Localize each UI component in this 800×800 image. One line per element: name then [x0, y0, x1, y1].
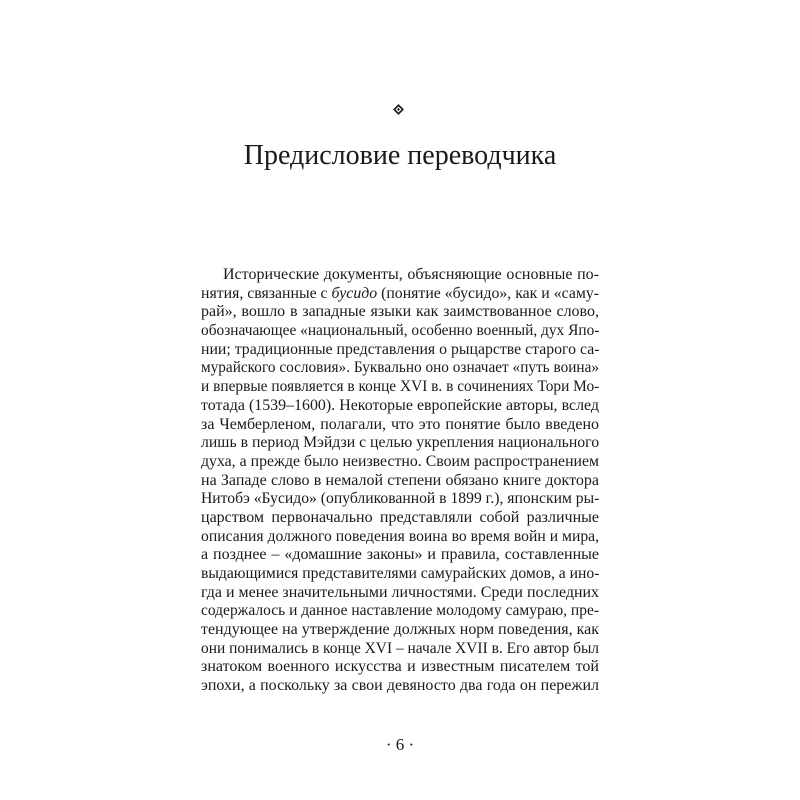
text-line: Нитобэ «Бусидо» (опубликованной в 1899 г.), японским ры- [201, 490, 600, 508]
diamond-ornament-icon [393, 104, 404, 115]
page-title: Предисловие переводчика [243, 140, 557, 171]
body-text [201, 266, 599, 696]
text-line: лишь в период Мэйдзи с целью укрепления национального [201, 434, 600, 452]
text-line: рай», вошло в западные языки как заимствованное слово, [201, 303, 599, 321]
text-line: мурайского сословия». Буквально оно означает «путь воина» [201, 359, 599, 377]
text-line: тотада (1539–1600). Некоторые европейские авторы, вслед [201, 396, 599, 414]
text-line: содержалось и данное наставление молодому самураю, пре- [201, 602, 599, 620]
text-line: и впервые появляется в конце XVI в. в сочинениях Тори Мо- [201, 378, 600, 396]
text-line: царством первоначально представляли собой различные [201, 508, 599, 526]
page-number: · 6 · [385, 735, 415, 754]
text-line: а позднее – «домашние законы» и правила, составленные [201, 546, 599, 564]
italic-term: бусидо [331, 284, 378, 302]
text-line: эпохи, а поскольку за свои девяносто два года он пережил [201, 677, 599, 695]
text-line: знатоком военного искусства и известным писателем той [201, 658, 599, 676]
text-line: описания должного поведения воина во время войн и мира, [201, 527, 599, 545]
text-line: нии; традиционные представления о рыцарстве старого са- [201, 340, 600, 358]
text-line: гда и менее значительными личностями. Среди последних [201, 583, 599, 601]
text-segment: (понятие «бусидо», как и «саму- [377, 284, 600, 302]
text-line [201, 285, 599, 304]
text-line: Исторические документы, объясняющие основные по- [223, 266, 599, 283]
text-line: за Чемберленом, полагали, что это понятие было введено [201, 415, 599, 433]
text-line: на Западе слово в немалой степени обязано книге доктора [201, 471, 599, 489]
text-line: выдающимися представителями самурайских домов, а ино- [201, 565, 600, 582]
text-line: духа, а прежде было неизвестно. Своим распространением [201, 452, 599, 470]
text-line: обозначающее «национальный, особенно военный, дух Япо- [201, 322, 600, 340]
text-line: тендующее на утверждение должных норм поведения, как [201, 621, 599, 639]
text-line: они понимались в конце XVI – начале XVII в. Его автор был [201, 639, 599, 657]
text-segment: нятия, связанные с [201, 284, 332, 302]
